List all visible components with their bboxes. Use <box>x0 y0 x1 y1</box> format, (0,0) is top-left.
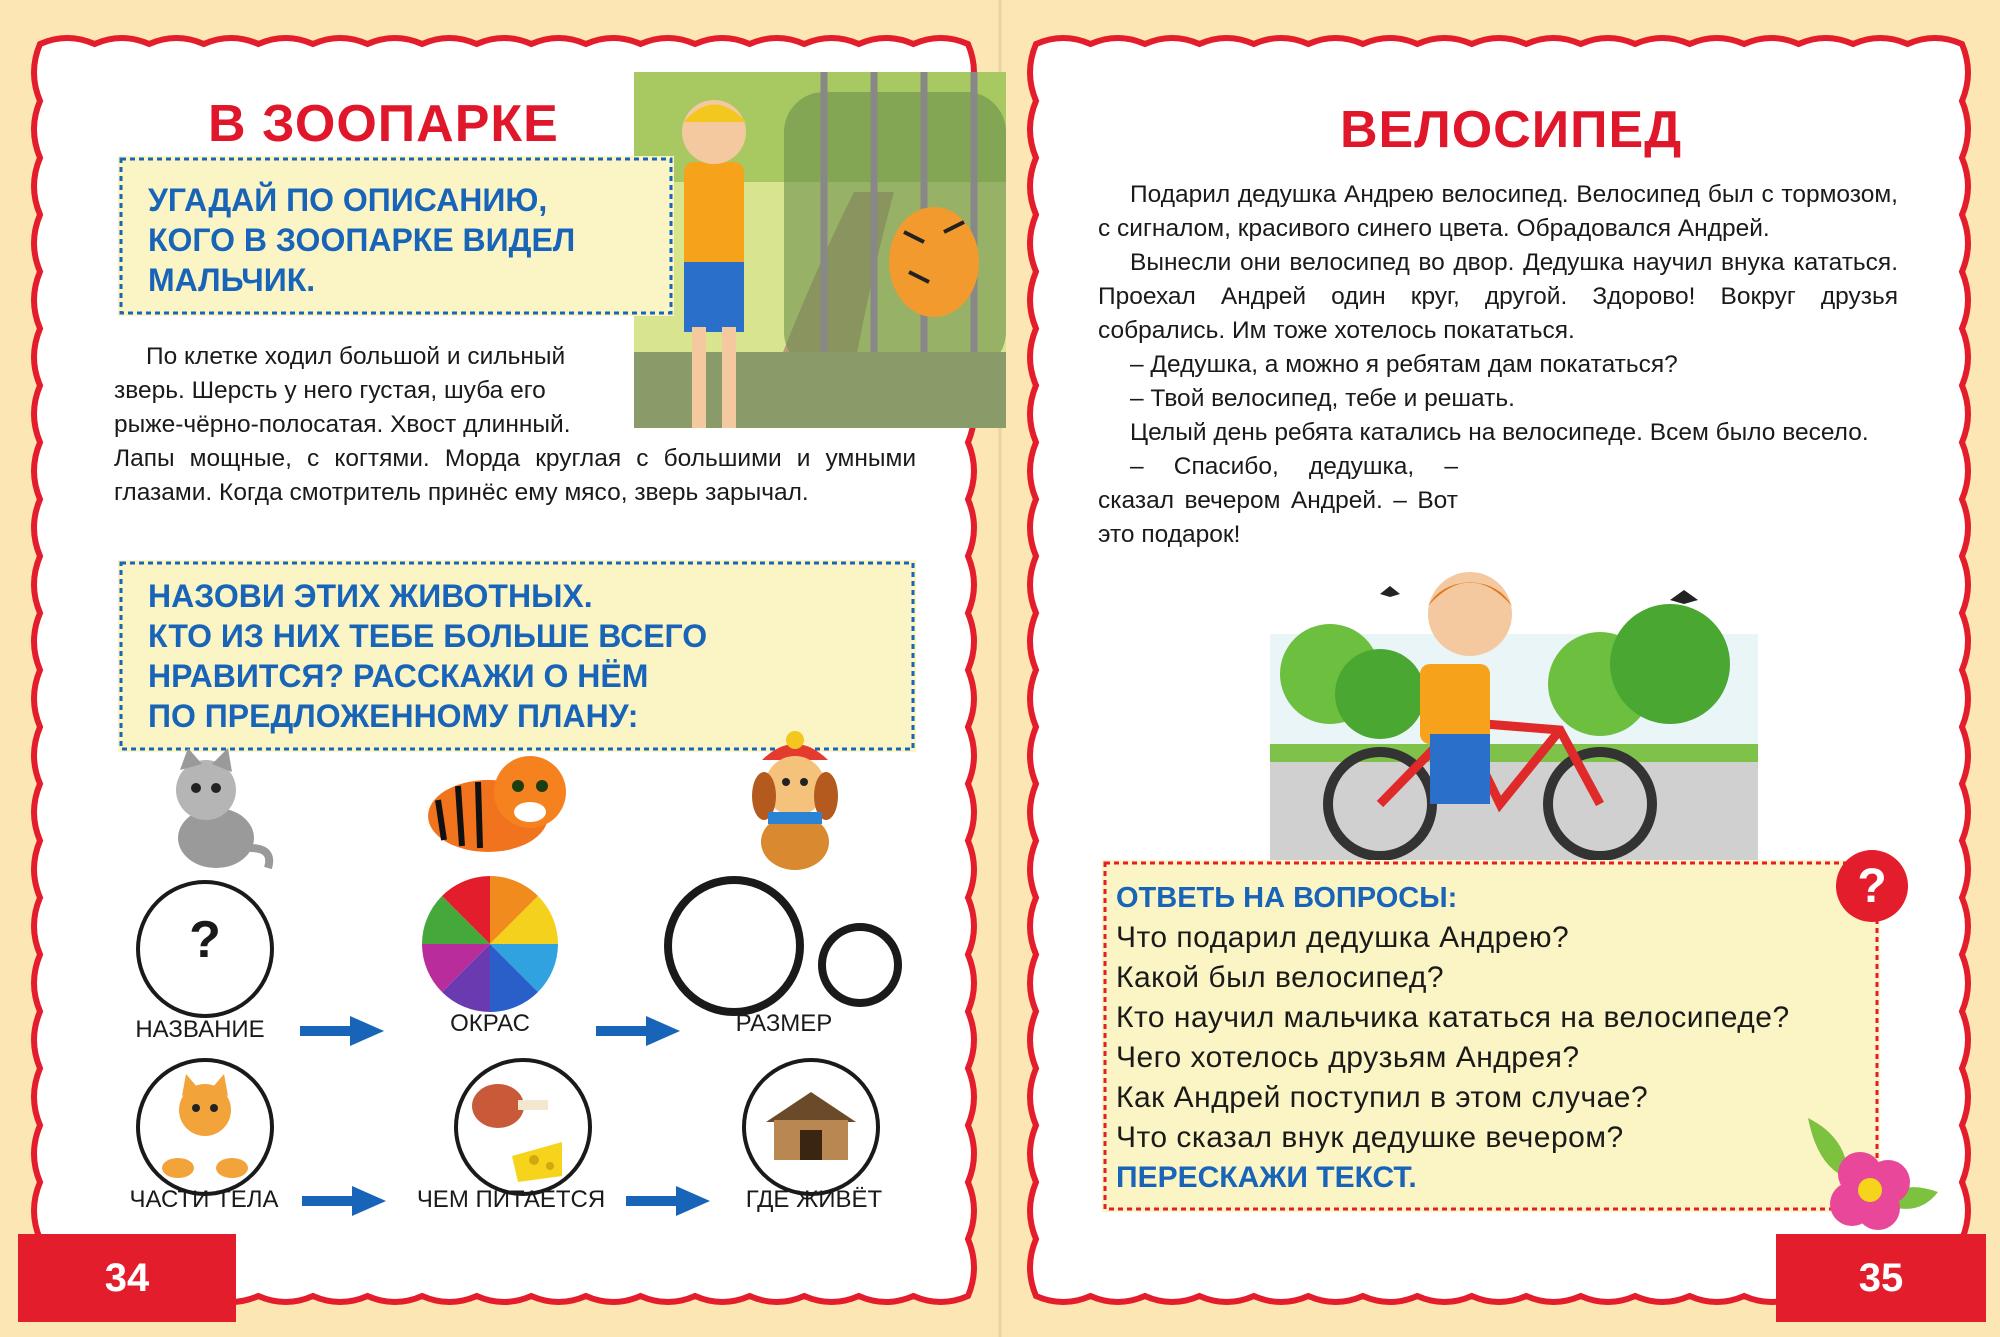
dog-house-icon <box>740 1056 882 1198</box>
question-item: Что сказал внук дедушке вечером? <box>1116 1121 1624 1154</box>
task-guess-line: МАЛЬЧИК. <box>148 262 316 298</box>
flower-icon <box>1788 1108 1948 1232</box>
story-paragraph: – Дедушка, а можно я ребятам дам покататься? <box>1130 351 1678 378</box>
arrow-icon <box>596 1014 680 1048</box>
question-item: Что подарил дедушка Андрею? <box>1116 921 1570 954</box>
zoo-story-line: зверь. Шерсть у него густая, шуба его <box>114 377 546 404</box>
plan-label-name: НАЗВАНИЕ <box>135 1016 265 1043</box>
question-item: Как Андрей поступил в этом случае? <box>1116 1081 1649 1114</box>
zoo-story-narrow <box>114 340 638 442</box>
zoo-story-line: По клетке ходил большой и сильный <box>146 343 566 370</box>
task-name-animals-box <box>118 560 916 752</box>
boy-on-bicycle-illustration <box>1270 554 1758 860</box>
story-paragraph: Подарил дедушка Андрею велосипед. Велосипед был с тормозом, с сигналом, красивого синего цвета. Обрадовался Андрей. <box>1098 181 1898 242</box>
story-paragraph: Вынесли они велосипед во двор. Дедушка научил внука кататься. Проехал Андрей один круг, другой. Здорово! Вокруг друзья собрались. Им тоже хотелось покататься. <box>1098 249 1898 344</box>
tiger-cub-image <box>418 736 576 862</box>
zoo-story-paragraph: Лапы мощные, с когтями. Морда круглая с большими и умными глазами. Когда смотритель принёс ему мясо, зверь зарычал. <box>114 445 916 506</box>
plan-label-habitat: ГДЕ ЖИВЁТ <box>745 1186 883 1213</box>
story-paragraph: – Твой велосипед, тебе и решать. <box>1130 385 1515 412</box>
color-wheel-icon <box>420 874 560 1014</box>
story-paragraph: Целый день ребята катались на велосипеде. Всем было весело. <box>1130 419 1869 446</box>
story-paragraph: – Спасибо, дедушка, – сказал вечером Андрей. – Вот это подарок! <box>1098 453 1458 548</box>
task-animals-line: КТО ИЗ НИХ ТЕБЕ БОЛЬШЕ ВСЕГО <box>148 618 708 654</box>
page-number-left: 34 <box>18 1234 236 1322</box>
task-animals-line: НАЗОВИ ЭТИХ ЖИВОТНЫХ. <box>148 578 593 614</box>
cat-body-parts-icon <box>134 1056 276 1198</box>
retell-instruction: ПЕРЕСКАЖИ ТЕКСТ. <box>1116 1161 1417 1194</box>
plan-label-color: ОКРАС <box>450 1010 530 1037</box>
task-animals-line: ПО ПРЕДЛОЖЕННОМУ ПЛАНУ: <box>148 698 639 734</box>
questions-box <box>1102 860 1880 1212</box>
zoo-story-wide <box>114 442 916 510</box>
arrow-icon <box>300 1014 384 1048</box>
task-guess-line: КОГО В ЗООПАРКЕ ВИДЕЛ <box>148 222 576 258</box>
task-guess-box <box>118 156 674 316</box>
zoo-boy-tiger-illustration <box>634 72 1006 428</box>
arrow-icon <box>626 1184 710 1218</box>
plan-label-body-parts: ЧАСТИ ТЕЛА <box>129 1186 279 1213</box>
question-item: Чего хотелось друзьям Андрея? <box>1116 1041 1580 1074</box>
plan-label-food: ЧЕМ ПИТАЕТСЯ <box>416 1186 606 1213</box>
task-guess-line: УГАДАЙ ПО ОПИСАНИЮ, <box>148 182 548 218</box>
puppy-image <box>742 730 848 876</box>
task-animals-line: НРАВИТСЯ? РАССКАЖИ О НЁМ <box>148 658 649 694</box>
questions-header: ОТВЕТЬ НА ВОПРОСЫ: <box>1116 882 1458 914</box>
food-icon <box>452 1056 594 1198</box>
question-mark-symbol: ? <box>189 911 221 969</box>
kitten-image <box>158 748 274 874</box>
size-circles-icon <box>660 872 904 1032</box>
question-item: Какой был велосипед? <box>1116 961 1445 994</box>
question-item: Кто научил мальчика кататься на велосипеде? <box>1116 1001 1790 1034</box>
question-badge-icon: ? <box>1836 850 1908 922</box>
left-page-title: В ЗООПАРКЕ <box>208 95 559 153</box>
bicycle-story <box>1098 178 1898 552</box>
zoo-story-line: рыже-чёрно-полосатая. Хвост длинный. <box>114 411 571 438</box>
page-number-right: 35 <box>1776 1234 1986 1322</box>
plan-label-size: РАЗМЕР <box>735 1010 833 1037</box>
arrow-icon <box>302 1184 386 1218</box>
right-page-title: ВЕЛОСИПЕД <box>1340 101 1683 159</box>
